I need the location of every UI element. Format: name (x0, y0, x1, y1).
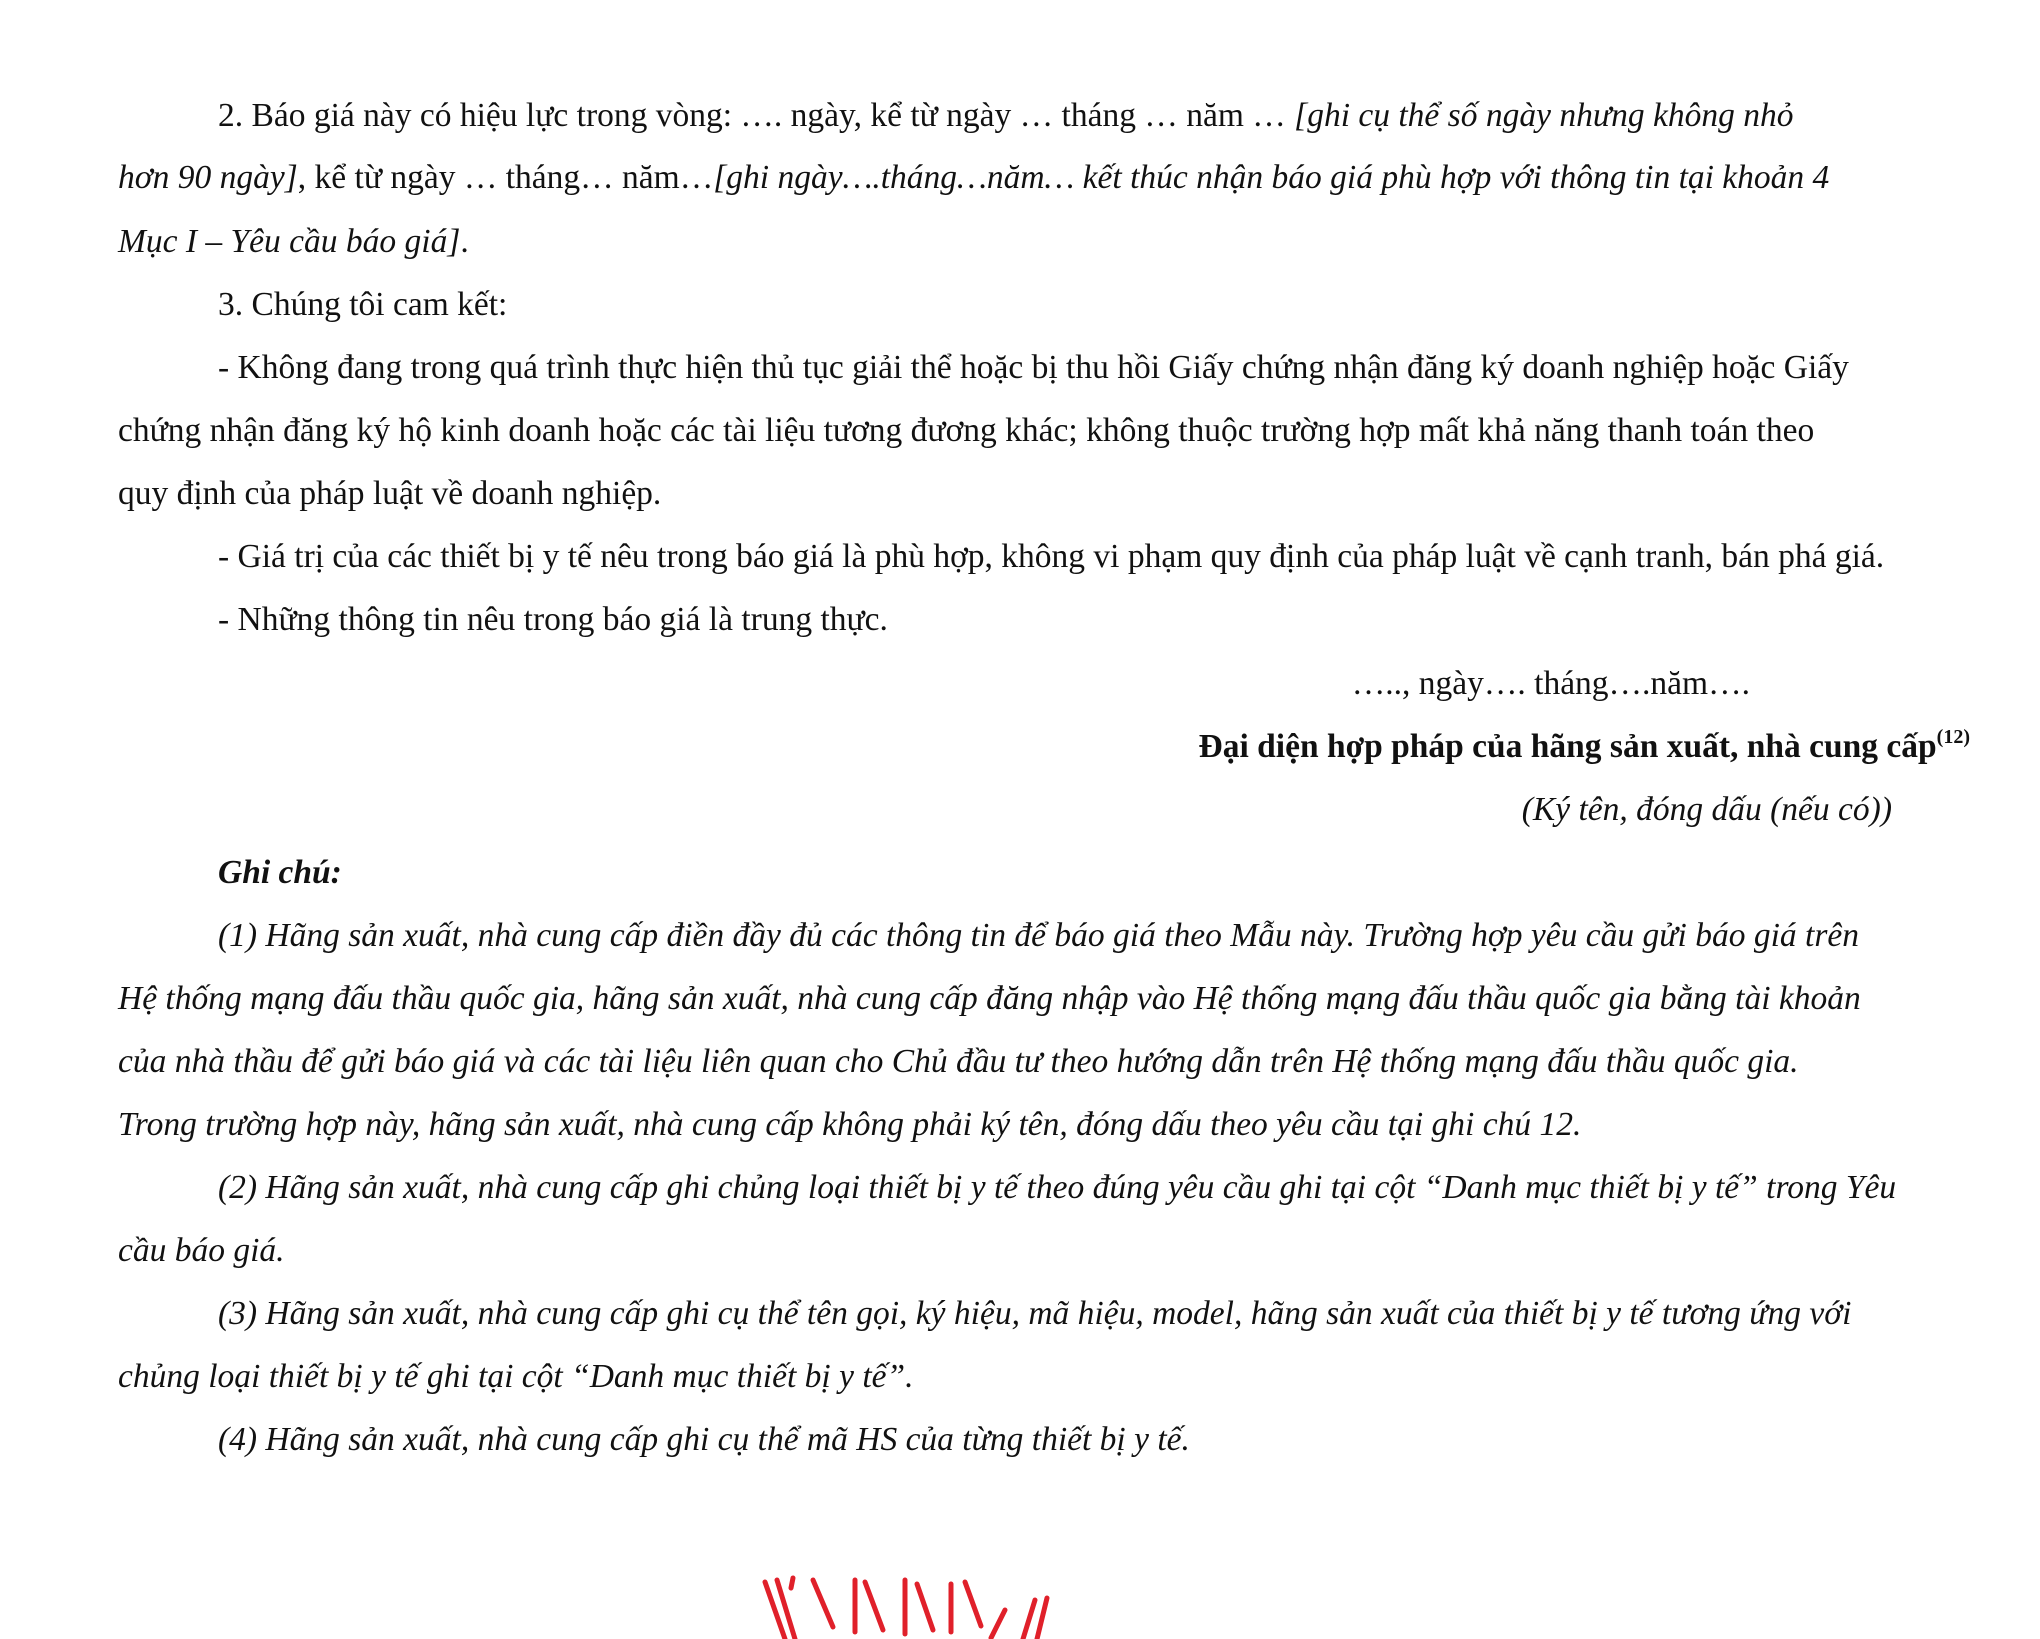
footnote-ref-12: (12) (1936, 726, 1970, 748)
note-3-line-1: (3) Hãng sản xuất, nhà cung cấp ghi cụ thể tên gọi, ký hiệu, mã hiệu, model, hãng sản xuất của thiết bị y tế tương ứng với (218, 1295, 1852, 1332)
note-4: (4) Hãng sản xuất, nhà cung cấp ghi cụ thể mã HS của từng thiết bị y tế. (218, 1421, 1190, 1458)
validity-line-3: Mục I – Yêu cầu báo giá]. (118, 223, 469, 260)
note-2-line-1: (2) Hãng sản xuất, nhà cung cấp ghi chủng loại thiết bị y tế theo đúng yêu cầu ghi tại cột “Danh mục thiết bị y tế” trong Yêu (218, 1169, 1897, 1206)
note-2-line-2: cầu báo giá. (118, 1232, 285, 1269)
note-1-line-3: của nhà thầu để gửi báo giá và các tài liệu liên quan cho Chủ đầu tư theo hướng dẫn trên Hệ thống mạng đấu thầu quốc gia. (118, 1043, 1799, 1080)
red-stamp-icon (755, 1572, 1055, 1639)
notes-heading: Ghi chú: (218, 854, 342, 891)
note-1-line-1: (1) Hãng sản xuất, nhà cung cấp điền đầy đủ các thông tin để báo giá theo Mẫu này. Trường hợp yêu cầu gửi báo giá trên (218, 917, 1859, 954)
commitment-heading: 3. Chúng tôi cam kết: (218, 286, 508, 323)
representative-title: Đại diện hợp pháp của hãng sản xuất, nhà cung cấp$^{(12)}$ (1198, 726, 1970, 765)
commitment-2: - Giá trị của các thiết bị y tế nêu trong báo giá là phù hợp, không vi phạm quy định của pháp luật về cạnh tranh, bán phá giá. (218, 538, 1885, 575)
date-line: ….., ngày…. tháng….năm…. (1351, 665, 1750, 702)
signature-note: (Ký tên, đóng dấu (nếu có)) (1521, 791, 1892, 828)
note-3-line-2: chủng loại thiết bị y tế ghi tại cột “Danh mục thiết bị y tế”. (118, 1358, 914, 1395)
validity-line-1: 2. Báo giá này có hiệu lực trong vòng: …. ngày, kể từ ngày … tháng … năm … [ghi cụ thể số ngày nhưng không nhỏ (218, 97, 1794, 134)
note-1-line-4: Trong trường hợp này, hãng sản xuất, nhà cung cấp không phải ký tên, đóng dấu theo yêu cầu tại ghi chú 12. (118, 1106, 1582, 1143)
commitment-1-line-2: chứng nhận đăng ký hộ kinh doanh hoặc các tài liệu tương đương khác; không thuộc trường hợp mất khả năng thanh toán theo (118, 412, 1815, 449)
validity-line-2: hơn 90 ngày], kể từ ngày … tháng… năm…[ghi ngày….tháng…năm… kết thúc nhận báo giá phù hợp với thông tin tại khoản 4 (118, 159, 1830, 196)
commitment-1-line-1: - Không đang trong quá trình thực hiện thủ tục giải thể hoặc bị thu hồi Giấy chứng nhận đăng ký doanh nghiệp hoặc Giấy (218, 349, 1849, 386)
commitment-1-line-3: quy định của pháp luật về doanh nghiệp. (118, 475, 662, 512)
note-1-line-2: Hệ thống mạng đấu thầu quốc gia, hãng sản xuất, nhà cung cấp đăng nhập vào Hệ thống mạng đấu thầu quốc gia bằng tài khoản (118, 980, 1861, 1017)
stamp-mark (765, 1578, 1047, 1639)
commitment-3: - Những thông tin nêu trong báo giá là trung thực. (218, 601, 888, 638)
